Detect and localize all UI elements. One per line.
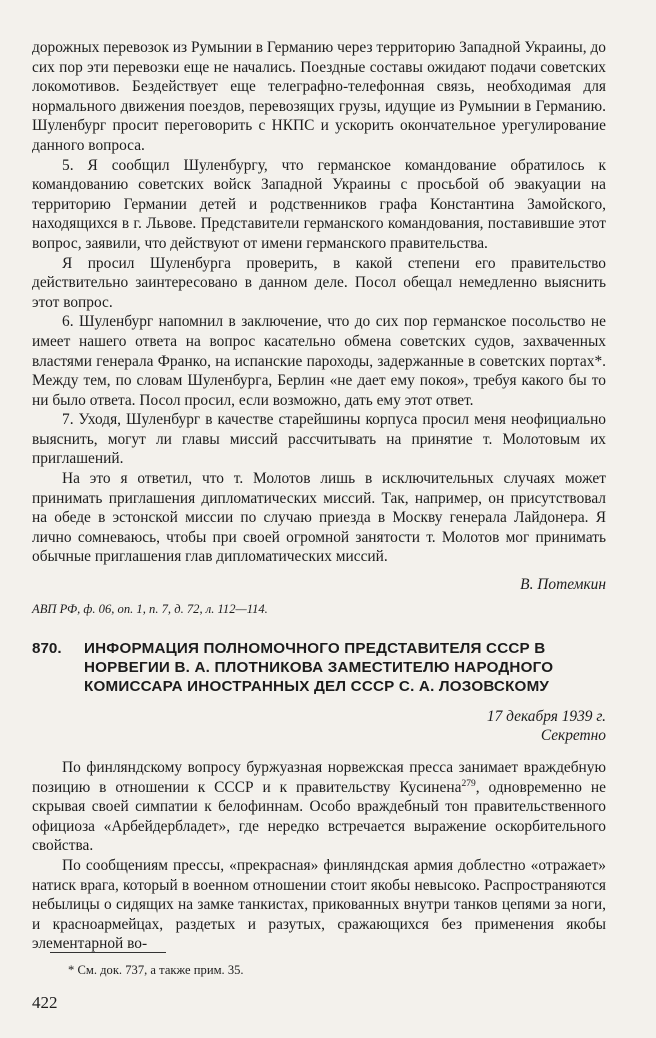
footnote-divider (50, 952, 166, 953)
document-classification: Секретно (540, 727, 606, 745)
document-paragraph-1-text-b: , одновременно не скрывая своей симпатии к белофиннам. Особо враждебный тон правительственного официоза «Арбейдербладет», где нередко встречается выражение оскорбительного свойства. (32, 778, 606, 855)
document-date: 17 декабря 1939 г. (486, 707, 606, 725)
archive-source: АВП РФ, ф. 06, оп. 1, п. 7, д. 72, л. 112—114. (32, 601, 268, 616)
paragraph-item-7: 7. Уходя, Шуленбург в качестве старейшины корпуса просил меня неофициально выяснить, могут ли главы миссий рассчитывать на принятие т. Молотовым их приглашений. (32, 411, 606, 468)
document-title: ИНФОРМАЦИЯ ПОЛНОМОЧНОГО ПРЕДСТАВИТЕЛЯ СССР В НОРВЕГИИ В. А. ПЛОТНИКОВА ЗАМЕСТИТЕЛЮ НАРОДНОГО КОМИССАРА ИНОСТРАННЫХ ДЕЛ СССР С. А. ЛОЗОВСКОМУ (84, 639, 554, 696)
document-number: 870. (32, 639, 62, 657)
footnote: * См. док. 737, а также прим. 35. (68, 963, 244, 977)
page-content (32, 38, 606, 954)
paragraph-answer: На это я ответил, что т. Молотов лишь в исключительных случаях может принимать приглашения дипломатических миссий. Так, например, он присутствовал на обеде в эстонской миссии по случаю приезда в Москву генерала Лайдонера. Я лично сомневаюсь, чтобы при своей огромной занятости т. Молотов мог принимать обычные приглашения глав дипломатических миссий. (32, 470, 606, 566)
page-number: 422 (32, 993, 58, 1012)
reference-marker: 279 (461, 778, 476, 789)
document-paragraph-1 (32, 758, 606, 856)
paragraph-verification: Я просил Шуленбурга проверить, в какой степени его правительство действительно заинтересовано в данном деле. Посол обещал немедленно выяснить этот вопрос. (32, 254, 606, 311)
document-heading (32, 639, 606, 697)
paragraph-item-6-text-a: 6. Шуленбург напомнил в заключение, что до сих пор германское посольство не имеет нашего ответа на вопрос касательно обмена советских судов, захваченных властями генерала Франко, на испанские пароходы, задержанные в советских портах (32, 313, 606, 370)
continued-paragraph: дорожных перевозок из Румынии в Германию через территорию Западной Украины, до сих пор эти перевозки еще не начались. Поездные составы ожидают подачи советских локомотивов. Бездействует еще телеграфно-телефонная связь, необходимая для нормального движения поездов, перевозящих грузы, идущие из Румынии в Германию. Шуленбург просит переговорить с НКПС и ускорить окончательное урегулирование данного вопроса. (32, 39, 606, 154)
paragraph-item-5: 5. Я сообщил Шуленбургу, что германское командование обратилось к командованию советских войск Западной Украины с просьбой об эвакуации на территорию Германии детей и родственников графа Константина Замойского, находящихся в г. Львове. Представители германского командования, поставившие этот вопрос, заявили, что действуют от имени германского правительства. (32, 156, 606, 252)
footnote-marker: * (594, 352, 603, 370)
paragraph-item-6-text-b: . Между тем, по словам Шуленбурга, Берлин «не дает ему покоя», требуя какого бы то ни было ответа. Посол просил, если возможно, дать ему этот ответ. (32, 352, 606, 409)
paragraph-item-6 (32, 312, 606, 410)
signature: В. Потемкин (520, 576, 606, 594)
document-date-block (32, 707, 606, 746)
document-paragraph-1-text-a: По финляндскому вопросу буржуазная норвежская пресса занимает враждебную позицию в отношении к СССР и к правительству Кусинена (32, 759, 606, 796)
document-paragraph-2: По сообщениям прессы, «прекрасная» финляндская армия доблестно «отражает» натиск врага, который в военном отношении стоит якобы невысоко. Распространяются небылицы о сидящих на замке танкистах, прикованных внутри танков цепями за ноги, и красноармейцах, раздетых и разутых, сражающихся без применения якобы элементарной во- (32, 857, 606, 953)
